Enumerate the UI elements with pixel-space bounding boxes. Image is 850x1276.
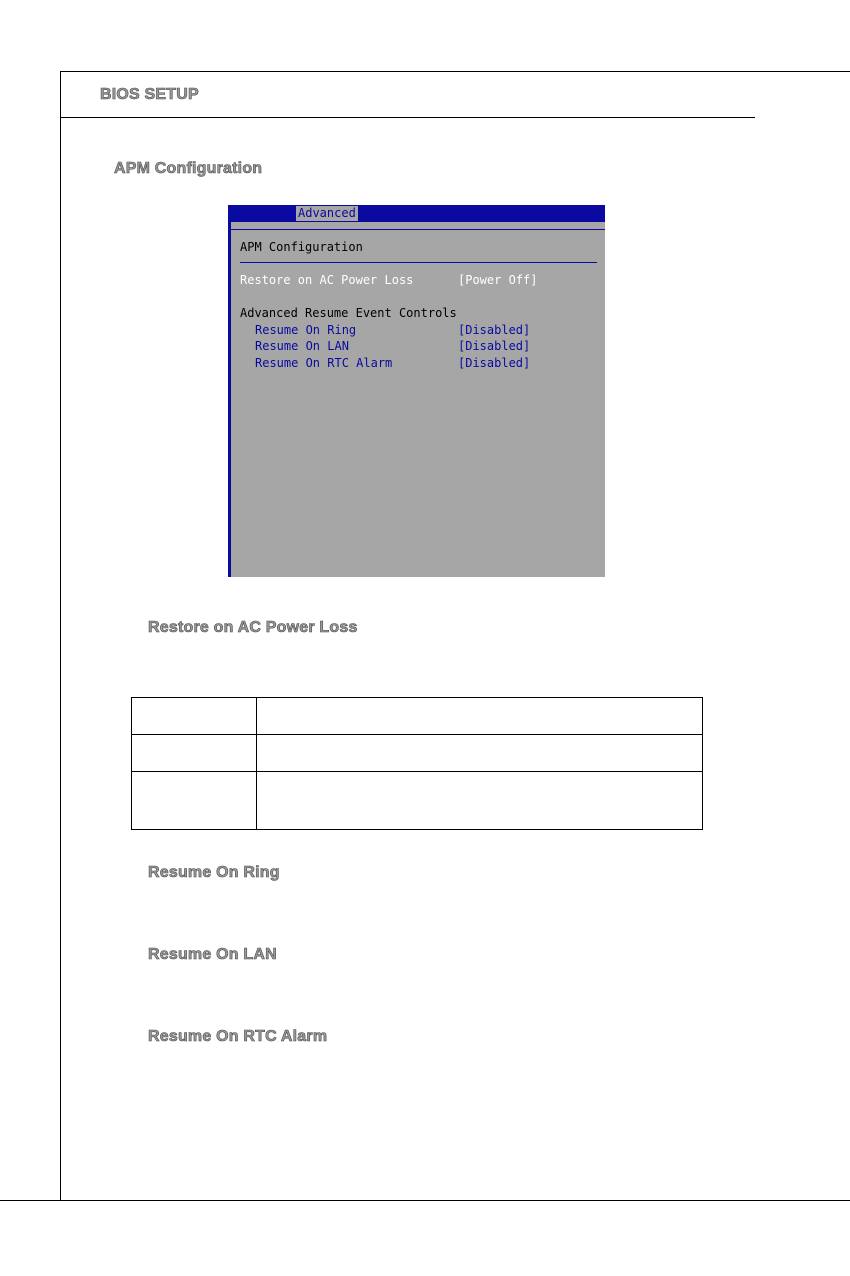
bios-resume-rtc-label[interactable]: Resume On RTC Alarm — [255, 356, 393, 370]
page-header-title: BIOS SETUP — [100, 86, 199, 103]
resume-on-rtc-alarm-heading: Resume On RTC Alarm — [148, 1028, 328, 1045]
table-row — [132, 698, 703, 735]
table-row — [132, 735, 703, 772]
bios-resume-rtc-value[interactable]: [Disabled] — [458, 356, 531, 370]
bios-resume-lan-label[interactable]: Resume On LAN — [255, 339, 349, 353]
bios-resume-lan-value[interactable]: [Disabled] — [458, 339, 531, 353]
table-cell — [132, 735, 257, 772]
bios-menu-bar — [228, 205, 605, 222]
bios-top-divider — [231, 229, 605, 230]
section-title: APM Configuration — [114, 160, 263, 177]
tab-advanced[interactable]: Advanced — [298, 206, 356, 220]
bios-panel-title: APM Configuration — [240, 240, 363, 254]
table-cell — [132, 698, 257, 735]
bios-resume-ring-label[interactable]: Resume On Ring — [255, 323, 357, 337]
table-cell — [257, 698, 703, 735]
bios-restore-label[interactable]: Restore on AC Power Loss — [240, 273, 414, 287]
table-cell — [257, 772, 703, 830]
bios-screenshot — [228, 205, 605, 577]
bios-resume-ring-value[interactable]: [Disabled] — [458, 323, 531, 337]
resume-on-lan-heading: Resume On LAN — [148, 946, 277, 963]
bios-left-border — [228, 222, 231, 577]
top-rule — [60, 71, 850, 72]
table-row — [132, 772, 703, 830]
bios-panel-separator — [240, 262, 597, 263]
left-rule — [60, 71, 61, 1201]
bios-restore-value[interactable]: [Power Off] — [458, 273, 538, 287]
table-cell — [132, 772, 257, 830]
resume-on-ring-heading: Resume On Ring — [148, 864, 280, 881]
bios-group-title: Advanced Resume Event Controls — [240, 306, 457, 320]
restore-ac-power-loss-heading: Restore on AC Power Loss — [148, 619, 358, 636]
table-cell — [257, 735, 703, 772]
options-table — [131, 697, 703, 830]
header-rule — [60, 117, 755, 118]
bottom-rule — [0, 1200, 850, 1201]
